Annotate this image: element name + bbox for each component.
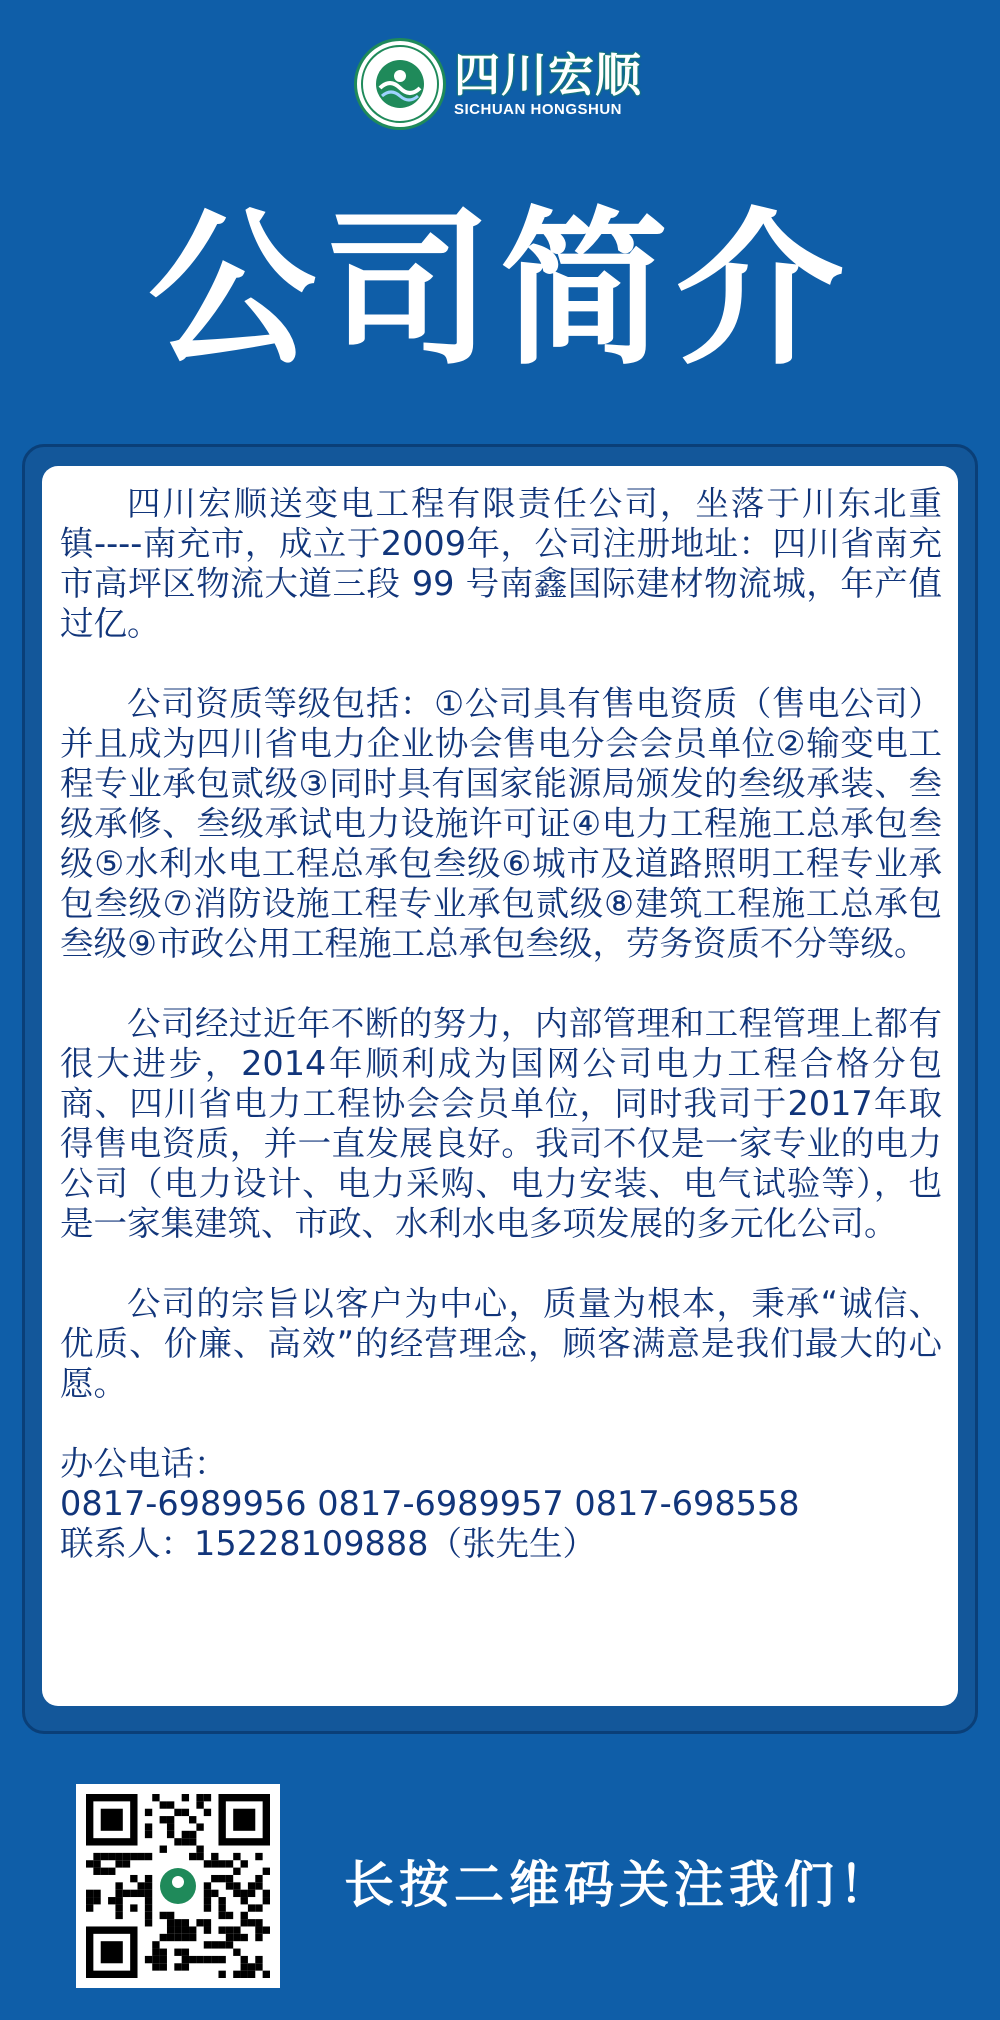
logo-text <box>454 49 642 119</box>
phone-numbers: 0817-6989956 0817-6989957 0817-698558 <box>60 1484 800 1523</box>
qr-code[interactable] <box>76 1784 280 1988</box>
contact-person: 联系人：15228109888（张先生） <box>60 1524 596 1563</box>
qr-code-icon <box>86 1794 270 1978</box>
logo-badge <box>354 38 446 130</box>
intro-paragraph-4: 公司的宗旨以客户为中心，质量为根本，秉承“诚信、优质、价廉、高效”的经营理念，顾客满意是我们最大的心愿。 <box>60 1284 942 1403</box>
logo-emblem-icon <box>360 44 440 124</box>
content-card <box>42 466 958 1706</box>
page-title: 公司简介 <box>148 192 852 388</box>
company-logo <box>354 38 642 130</box>
logo-name-en: SICHUAN HONGSHUN <box>454 101 623 118</box>
logo-name-cn: 四川宏顺 <box>454 48 642 102</box>
contact-info <box>60 1444 942 1564</box>
phone-label: 办公电话： <box>60 1444 228 1483</box>
intro-paragraph-3: 公司经过近年不断的努力，内部管理和工程管理上都有很大进步，2014年顺利成为国网公司电力工程合格分包商、四川省电力工程协会会员单位，同时我司于2017年取得售电资质，并一直发展良好。我司不仅是一家专业的电力公司（电力设计、电力采购、电力安装、电气试验等），也是一家集建筑、市政、水利水电多项发展的多元化公司。 <box>60 1004 942 1243</box>
follow-prompt: 长按二维码关注我们！ <box>344 1856 894 1914</box>
intro-paragraph-1: 四川宏顺送变电工程有限责任公司，坐落于川东北重镇----南充市，成立于2009年，公司注册地址：四川省南充市高坪区物流大道三段 99 号南鑫国际建材物流城，年产值过亿。 <box>60 484 942 643</box>
intro-paragraph-2: 公司资质等级包括：①公司具有售电资质（售电公司）并且成为四川省电力企业协会售电分会会员单位②输变电工程专业承包贰级③同时具有国家能源局颁发的叁级承装、叁级承修、叁级承试电力设施许可证④电力工程施工总承包叁级⑤水利水电工程总承包叁级⑥城市及道路照明工程专业承包叁级⑦消防设施工程专业承包贰级⑧建筑工程施工总承包叁级⑨市政公用工程施工总承包叁级，劳务资质不分等级。 <box>60 684 942 963</box>
